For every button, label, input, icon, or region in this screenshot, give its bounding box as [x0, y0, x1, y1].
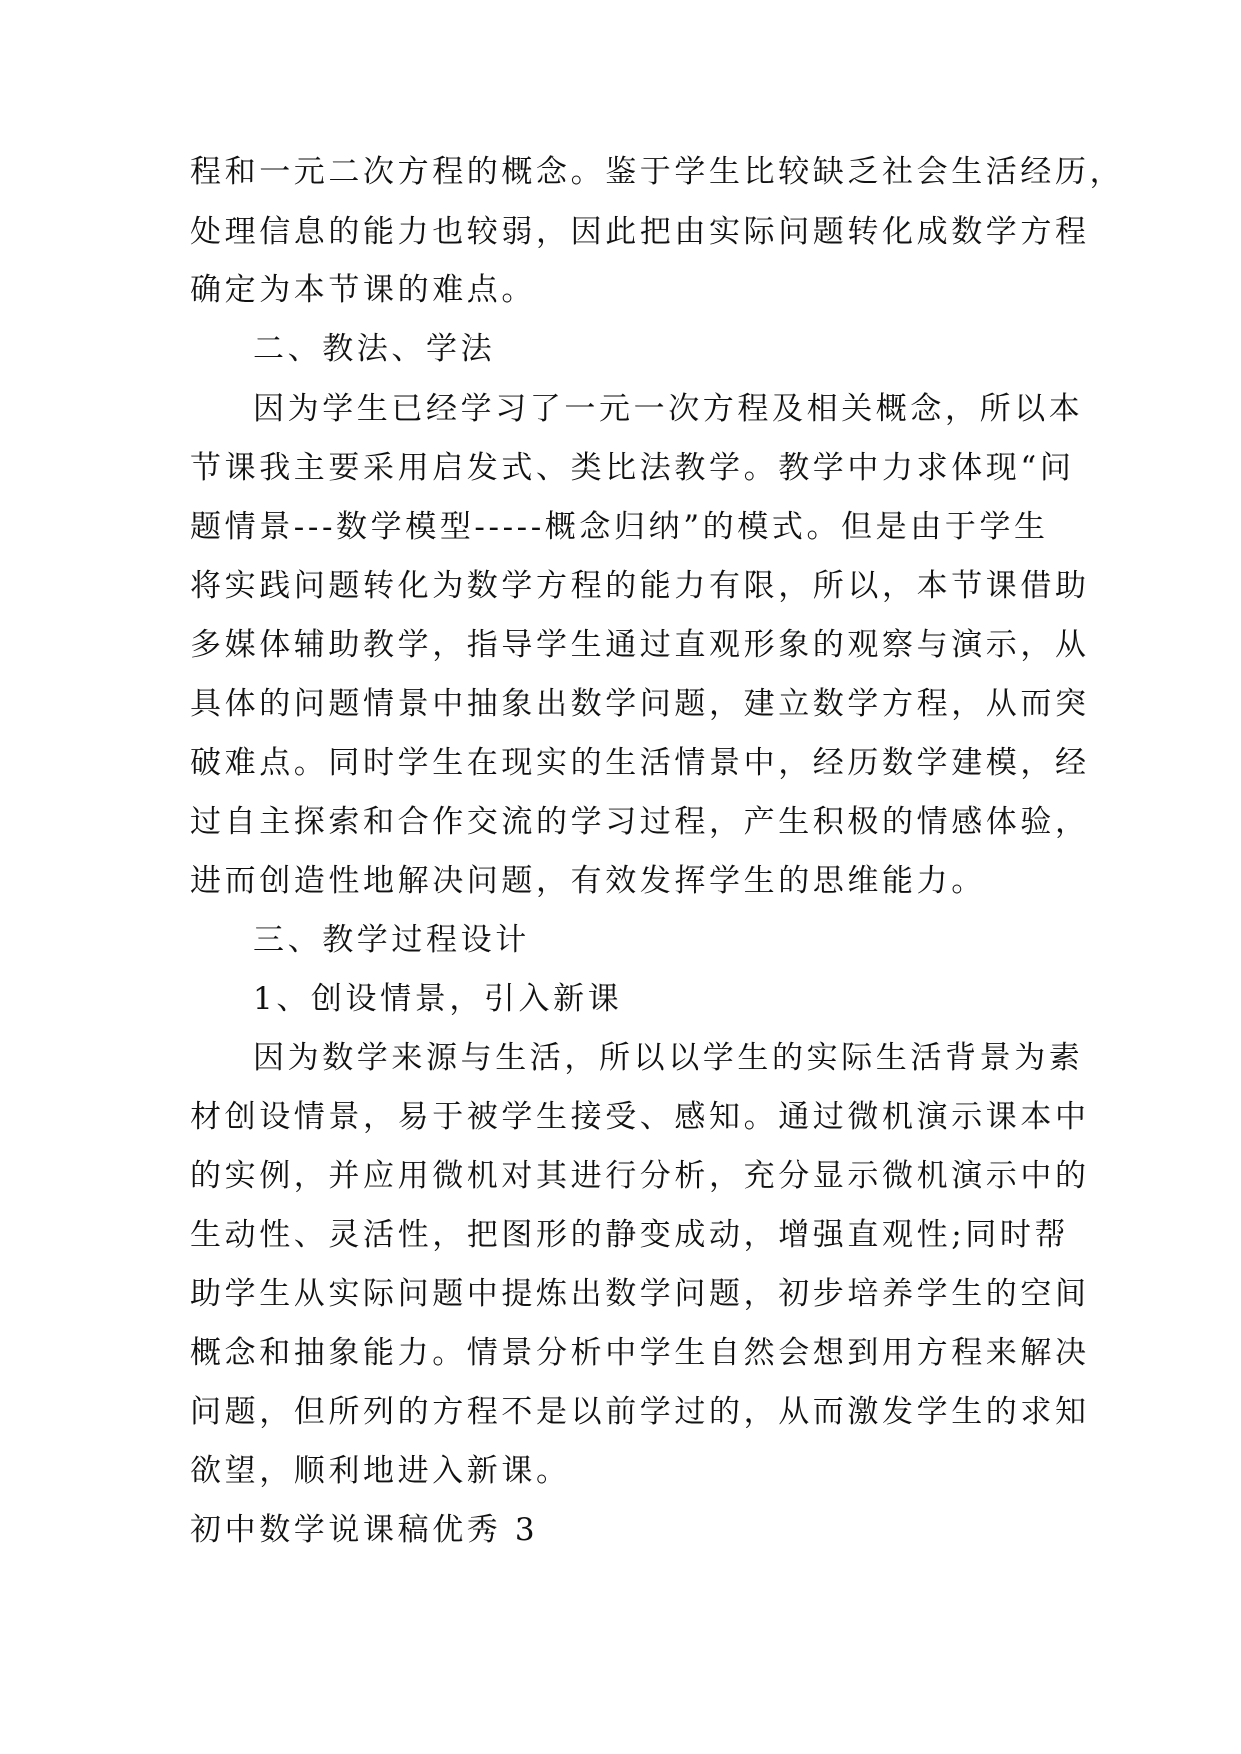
text-line: 节课我主要采用启发式、类比法教学。教学中力求体现“问: [190, 450, 1075, 486]
subsection-heading: 1、创设情景，引入新课: [253, 981, 623, 1017]
text-line: 助学生从实际问题中提炼出数学问题，初步培养学生的空间: [190, 1276, 1090, 1312]
text-line: 生动性、灵活性，把图形的静变成动，增强直观性;同时帮: [190, 1217, 1070, 1253]
text-line: 材创设情景，易于被学生接受、感知。通过微机演示课本中: [190, 1099, 1090, 1135]
text-line: 进而创造性地解决问题，有效发挥学生的思维能力。: [190, 863, 986, 899]
text-line: 题情景---数学模型-----概念归纳”的模式。但是由于学生: [190, 509, 1049, 545]
section-heading: 三、教学过程设计: [253, 922, 530, 958]
text-line: 破难点。同时学生在现实的生活情景中，经历数学建模，经: [190, 745, 1090, 781]
text-line: 多媒体辅助教学，指导学生通过直观形象的观察与演示，从: [190, 627, 1090, 663]
text-line: 将实践问题转化为数学方程的能力有限，所以，本节课借助: [190, 568, 1090, 604]
text-line: 过自主探索和合作交流的学习过程，产生积极的情感体验，: [190, 804, 1090, 840]
text-line: 的实例，并应用微机对其进行分析，充分显示微机演示中的: [190, 1158, 1090, 1194]
text-line: 处理信息的能力也较弱，因此把由实际问题转化成数学方程: [190, 214, 1090, 250]
text-line: 具体的问题情景中抽象出数学问题，建立数学方程，从而突: [190, 686, 1090, 722]
text-line: 因为学生已经学习了一元一次方程及相关概念，所以本: [253, 391, 1084, 427]
document-subtitle: 初中数学说课稿优秀 3: [190, 1512, 539, 1548]
text-line: 问题，但所列的方程不是以前学过的，从而激发学生的求知: [190, 1394, 1090, 1430]
section-heading: 二、教法、学法: [253, 331, 496, 367]
text-line: 因为数学来源与生活，所以以学生的实际生活背景为素: [253, 1040, 1084, 1076]
text-line: 程和一元二次方程的概念。鉴于学生比较缺乏社会生活经历，: [190, 154, 1125, 190]
text-line: 概念和抽象能力。情景分析中学生自然会想到用方程来解决: [190, 1335, 1090, 1371]
text-line: 欲望，顺利地进入新课。: [190, 1453, 571, 1489]
text-line: 确定为本节课的难点。: [190, 272, 536, 308]
